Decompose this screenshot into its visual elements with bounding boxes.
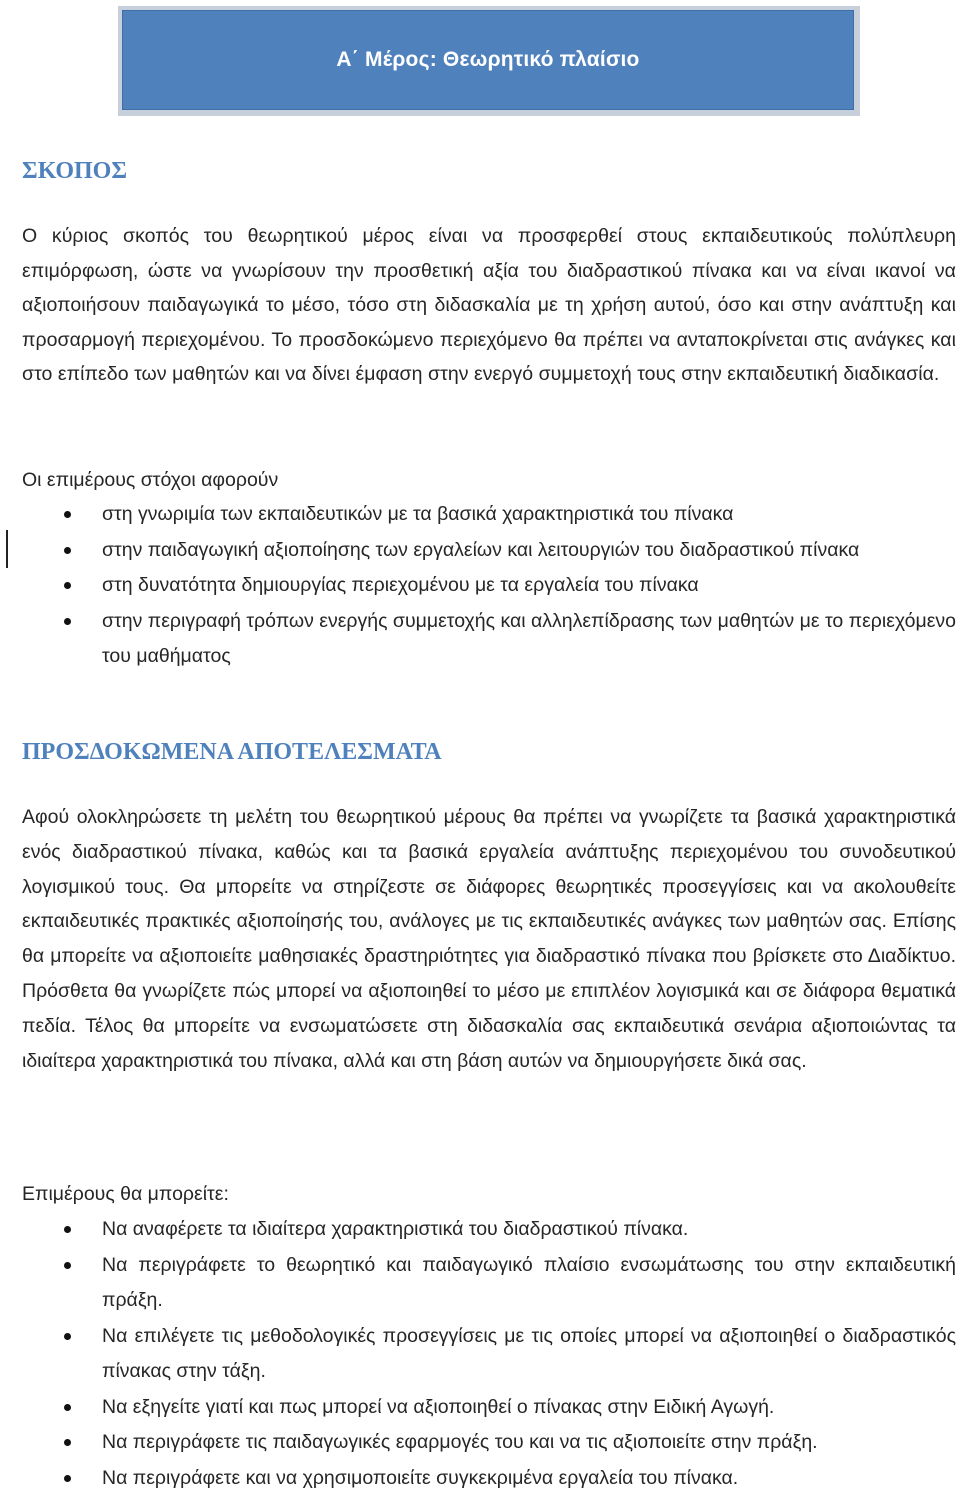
bullet-icon bbox=[64, 1404, 71, 1411]
bullet-icon bbox=[64, 1475, 71, 1482]
objectives-list bbox=[22, 497, 956, 675]
list-item bbox=[22, 604, 956, 675]
list-item-text: Να περιγράφετε και να χρησιμοποιείτε συγκεκριμένα εργαλεία του πίνακα. bbox=[102, 1467, 738, 1489]
abilities-intro: Επιμέρους θα μπορείτε: bbox=[22, 1177, 956, 1212]
list-item bbox=[22, 568, 956, 604]
list-item-text: στην περιγραφή τρόπων ενεργής συμμετοχής και αλληλεπίδρασης των μαθητών με το περιεχόμενο του μαθήματος bbox=[102, 610, 956, 668]
list-item-text: Να αναφέρετε τα ιδιαίτερα χαρακτηριστικά του διαδραστικού πίνακα. bbox=[102, 1218, 688, 1240]
bullet-icon bbox=[64, 618, 71, 625]
banner-title: Α΄ Μέρος: Θεωρητικό πλαίσιο bbox=[336, 48, 639, 72]
list-item-text: στη δυνατότητα δημιουργίας περιεχομένου με τα εργαλεία του πίνακα bbox=[102, 574, 699, 596]
purpose-paragraph: Ο κύριος σκοπός του θεωρητικού μέρος είναι να προσφερθεί στους εκπαιδευτικούς πολύπλευρη επιμόρφωση, ώστε να γνωρίσουν την προσθετική αξία του διαδραστικού πίνακα και να είναι ικανοί να αξιοποιήσουν παιδαγωγικά το μέσο, τόσο στη διδασκαλία με τη χρήση αυτού, όσο και στην ανάπτυξη και προσαρμογή περιεχομένου. Το προσδοκώμενο περιεχόμενο θα πρέπει να ανταποκρίνεται στις ανάγκες και στο επίπεδο των μαθητών και να δίνει έμφαση στην ενεργό συμμετοχή τους στην εκπαιδευτική διαδικασία. bbox=[22, 219, 956, 392]
section-banner bbox=[122, 10, 854, 110]
list-item bbox=[22, 1212, 956, 1248]
bullet-icon bbox=[64, 511, 71, 518]
list-item bbox=[22, 1248, 956, 1319]
list-item bbox=[22, 1390, 956, 1426]
list-item-text: Να επιλέγετε τις μεθοδολογικές προσεγγίσεις με τις οποίες μπορεί να αξιοποιηθεί ο διαδραστικός πίνακας στην τάξη. bbox=[102, 1325, 956, 1383]
list-item-text: στη γνωριμία των εκπαιδευτικών με τα βασικά χαρακτηριστικά του πίνακα bbox=[102, 503, 733, 525]
list-item bbox=[22, 1319, 956, 1390]
list-item-text: στην παιδαγωγική αξιοποίησης των εργαλείων και λειτουργιών του διαδραστικού πίνακα bbox=[102, 539, 859, 561]
list-item bbox=[22, 1425, 956, 1461]
bullet-icon bbox=[64, 547, 71, 554]
bullet-icon bbox=[64, 1262, 71, 1269]
list-item-text: Να περιγράφετε το θεωρητικό και παιδαγωγικό πλαίσιο ενσωμάτωσης του στην εκπαιδευτική πράξη. bbox=[102, 1254, 956, 1312]
text-cursor bbox=[6, 530, 8, 568]
outcomes-paragraph: Αφού ολοκληρώσετε τη μελέτη του θεωρητικού μέρους θα πρέπει να γνωρίζετε τα βασικά χαρακτηριστικά ενός διαδραστικού πίνακα, καθώς και τα βασικά εργαλεία ανάπτυξης περιεχομένου του συνοδευτικού λογισμικού τους. Θα μπορείτε να στηρίζεστε σε διάφορες θεωρητικές προσεγγίσεις και να ακολουθείτε εκπαιδευτικές πρακτικές αξιοποίησής του, ανάλογες με τις εκπαιδευτικές ανάγκες των μαθητών σας. Επίσης θα μπορείτε να αξιοποιείτε μαθησιακές δραστηριότητες για διαδραστικό πίνακα που βρίσκετε στο Διαδίκτυο. Πρόσθετα θα γνωρίζετε πώς μπορεί να αξιοποιηθεί το μέσο με επιπλέον λογισμικά και σε διάφορα θεματικά πεδία. Τέλος θα μπορείτε να ενσωματώσετε στη διδασκαλία σας εκπαιδευτικά σενάρια αξιοποιώντας τα ιδιαίτερα χαρακτηριστικά του πίνακα, αλλά και στη βάση αυτών να δημιουργήσετε δικά σας. bbox=[22, 800, 956, 1078]
objectives-intro: Οι επιμέρους στόχοι αφορούν bbox=[22, 463, 956, 498]
list-item-text: Να περιγράφετε τις παιδαγωγικές εφαρμογές του και να τις αξιοποιείτε στην πράξη. bbox=[102, 1431, 818, 1453]
list-item bbox=[22, 497, 956, 533]
purpose-heading: ΣΚΟΠΟΣ bbox=[22, 158, 127, 185]
bullet-icon bbox=[64, 1333, 71, 1340]
outcomes-heading: ΠΡΟΣΔΟΚΩΜΕΝΑ ΑΠΟΤΕΛΕΣΜΑΤΑ bbox=[22, 739, 442, 766]
list-item bbox=[22, 533, 956, 569]
bullet-icon bbox=[64, 1226, 71, 1233]
abilities-list bbox=[22, 1212, 956, 1496]
list-item-text: Να εξηγείτε γιατί και πως μπορεί να αξιοποιηθεί ο πίνακας στην Ειδική Αγωγή. bbox=[102, 1396, 774, 1418]
list-item bbox=[22, 1461, 956, 1496]
bullet-icon bbox=[64, 1439, 71, 1446]
bullet-icon bbox=[64, 582, 71, 589]
